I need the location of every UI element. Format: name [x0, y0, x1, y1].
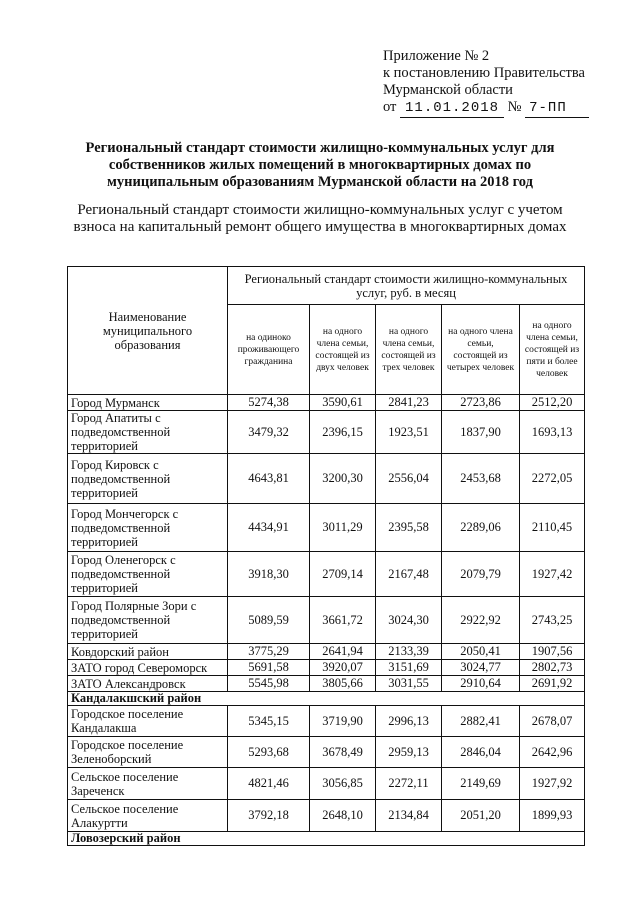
cell-value: 2996,13 [376, 706, 442, 737]
table-row [68, 552, 585, 597]
row-name: ЗАТО город Североморск [68, 660, 228, 676]
cell-value: 2149,69 [442, 768, 520, 800]
cell-value: 3805,66 [310, 676, 376, 692]
section-title: Ловозерский район [68, 832, 585, 846]
table-row [68, 644, 585, 660]
cell-value: 1899,93 [520, 800, 585, 832]
cell-value: 1927,92 [520, 768, 585, 800]
header-col-1: на одиноко проживающего гражданина [228, 305, 310, 395]
cell-value: 4821,46 [228, 768, 310, 800]
cell-value: 5345,15 [228, 706, 310, 737]
cell-value: 2134,84 [376, 800, 442, 832]
document-title: Региональный стандарт стоимости жилищно-коммунальных услуг для собственников жилых помещений в многоквартирных домах по муниципальным образованиям Мурманской области на 2018 год [85, 140, 555, 190]
appendix-date-line [383, 99, 589, 118]
cell-value: 5545,98 [228, 676, 310, 692]
section-row-lovozero [68, 832, 585, 846]
cell-value: 1907,56 [520, 644, 585, 660]
table-row [68, 597, 585, 644]
cell-value: 3661,72 [310, 597, 376, 644]
header-col-4: на одного члена семьи, состоящей из четырех человек [442, 305, 520, 395]
cell-value: 2079,79 [442, 552, 520, 597]
header-col-3: на одного члена семьи, состоящей из трех человек [376, 305, 442, 395]
appendix-block [383, 48, 589, 118]
row-name: Сельское поселение Алакуртти [68, 800, 228, 832]
cell-value: 3151,69 [376, 660, 442, 676]
cell-value: 1837,90 [442, 411, 520, 454]
cell-value: 2846,04 [442, 737, 520, 768]
cell-value: 2396,15 [310, 411, 376, 454]
cell-value: 3024,77 [442, 660, 520, 676]
cell-value: 1923,51 [376, 411, 442, 454]
cell-value: 3678,49 [310, 737, 376, 768]
cell-value: 2709,14 [310, 552, 376, 597]
cell-value: 2910,64 [442, 676, 520, 692]
cell-value: 2691,92 [520, 676, 585, 692]
row-name: Город Кировск с подведомственной территорией [68, 454, 228, 504]
appendix-line-1: Приложение № 2 [383, 48, 490, 64]
cell-value: 2133,39 [376, 644, 442, 660]
cell-value: 2648,10 [310, 800, 376, 832]
decree-number: 7-ПП [525, 100, 589, 118]
cell-value: 1693,13 [520, 411, 585, 454]
cell-value: 3719,90 [310, 706, 376, 737]
cell-value: 2642,96 [520, 737, 585, 768]
cell-value: 2272,11 [376, 768, 442, 800]
cell-value: 2882,41 [442, 706, 520, 737]
header-col-2: на одного члена семьи, состоящей из двух человек [310, 305, 376, 395]
cell-value: 5691,58 [228, 660, 310, 676]
standard-cost-table [67, 266, 585, 846]
table-row [68, 660, 585, 676]
cell-value: 3920,07 [310, 660, 376, 676]
header-col-5: на одного члена семьи, состоящей из пяти и более человек [520, 305, 585, 395]
cell-value: 2723,86 [442, 395, 520, 411]
cell-value: 3918,30 [228, 552, 310, 597]
row-name: Городское поселение Зеленоборский [68, 737, 228, 768]
cell-value: 3590,61 [310, 395, 376, 411]
table-row [68, 504, 585, 552]
cell-value: 2289,06 [442, 504, 520, 552]
cell-value: 3200,30 [310, 454, 376, 504]
table-row [68, 737, 585, 768]
section-title: Кандалакшский район [68, 692, 585, 706]
cell-value: 2272,05 [520, 454, 585, 504]
cell-value: 2678,07 [520, 706, 585, 737]
section-row-kandalaksha [68, 692, 585, 706]
cell-value: 5293,68 [228, 737, 310, 768]
table-row [68, 706, 585, 737]
row-name: Городское поселение Кандалакша [68, 706, 228, 737]
cell-value: 4643,81 [228, 454, 310, 504]
appendix-line-2: к постановлению Правительства [383, 65, 585, 81]
cell-value: 2110,45 [520, 504, 585, 552]
row-name: Город Мурманск [68, 395, 228, 411]
row-name: Город Мончегорск с подведомственной территорией [68, 504, 228, 552]
table-row [68, 454, 585, 504]
cell-value: 2512,20 [520, 395, 585, 411]
cell-value: 2922,92 [442, 597, 520, 644]
cell-value: 2051,20 [442, 800, 520, 832]
cell-value: 2556,04 [376, 454, 442, 504]
row-name: Город Полярные Зори с подведомственной территорией [68, 597, 228, 644]
cell-value: 3792,18 [228, 800, 310, 832]
date-prefix: от [383, 99, 397, 115]
cell-value: 5089,59 [228, 597, 310, 644]
cell-value: 2743,25 [520, 597, 585, 644]
cell-value: 5274,38 [228, 395, 310, 411]
cell-value: 3056,85 [310, 768, 376, 800]
cell-value: 3775,29 [228, 644, 310, 660]
table-row [68, 676, 585, 692]
cell-value: 3024,30 [376, 597, 442, 644]
cell-value: 2959,13 [376, 737, 442, 768]
row-name: Сельское поселение Зареченск [68, 768, 228, 800]
row-name: Город Оленегорск с подведомственной территорией [68, 552, 228, 597]
table-row [68, 768, 585, 800]
row-name: ЗАТО Александровск [68, 676, 228, 692]
table-title: Региональный стандарт стоимости жилищно-коммунальных услуг с учетом взноса на капитальный ремонт общего имущества в многоквартирных домах [73, 202, 567, 235]
decree-date: 11.01.2018 [400, 100, 504, 118]
cell-value: 2802,73 [520, 660, 585, 676]
table-row [68, 800, 585, 832]
row-name: Город Апатиты с подведомственной территорией [68, 411, 228, 454]
cell-value: 4434,91 [228, 504, 310, 552]
number-prefix: № [507, 99, 522, 115]
cell-value: 3011,29 [310, 504, 376, 552]
cell-value: 2167,48 [376, 552, 442, 597]
table-row [68, 395, 585, 411]
header-group: Региональный стандарт стоимости жилищно-коммунальных услуг, руб. в месяц [228, 267, 585, 305]
cell-value: 2395,58 [376, 504, 442, 552]
cell-value: 2453,68 [442, 454, 520, 504]
cell-value: 2050,41 [442, 644, 520, 660]
cell-value: 1927,42 [520, 552, 585, 597]
cell-value: 3479,32 [228, 411, 310, 454]
row-name: Ковдорский район [68, 644, 228, 660]
cell-value: 2841,23 [376, 395, 442, 411]
cell-value: 2641,94 [310, 644, 376, 660]
table-row [68, 411, 585, 454]
header-municipality: Наименование муниципального образования [68, 267, 228, 395]
appendix-line-3: Мурманской области [383, 82, 513, 98]
cell-value: 3031,55 [376, 676, 442, 692]
